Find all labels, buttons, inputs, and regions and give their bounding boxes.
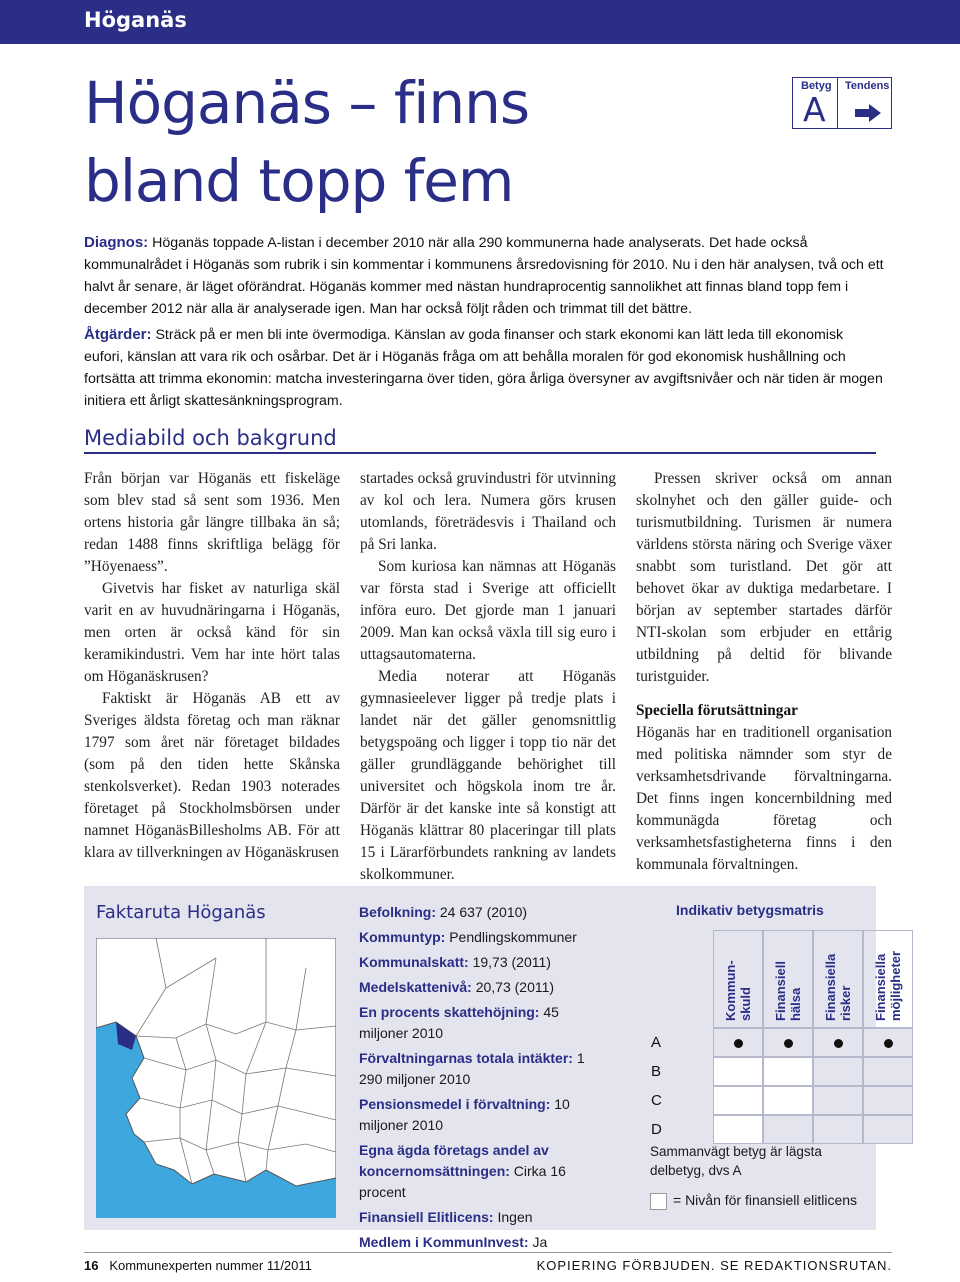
atgarder-text: Sträck på er men bli inte övermodiga. Känslan av goda finanser och stark ekonomi kan lätt leda till ekonomisk eufori, känslan att vara rik och osårbar. Det är i Höganäs fråga om att behålla moralen för god ekonomisk hushållning och fortsätta att trimma ekonomin: matcha investeringarna över tiden, göra årliga översyner av avgiftsnivåer och när tiden är mogen initiera ett årligt skattesänkningsprogram. [84,327,883,409]
grade: A [803,90,826,129]
matrix-row-label: B [651,1063,662,1080]
matrix-summary: Sammanvägt betyg är lägsta delbetyg, dvs A [650,1144,822,1178]
matrix-column-label: Finansiella risker [823,953,853,1021]
paragraph: Givetvis har fisket av naturliga skäl varit en av huvudnäringarna i Höganäs, men orten är också känd för sin keramikindustri. Vem har inte hört talas om Höganäskrusen? [84,580,340,685]
paragraph: Höganäs har en traditionell organisation med politiska nämnder som styr de verksamhetsdrivande förvaltningarna. Det finns ingen koncernbildning med kommunägda företag och verksamhetsfastigheterna finns i den kommunala förvaltningen. [636,724,892,873]
body-column-2 [360,468,616,886]
atgarder-paragraph [84,324,884,412]
matrix-legend [650,1192,857,1210]
rating-box [792,77,892,129]
fact-item: Kommuntyp: Pendlingskommuner [359,929,577,945]
atgarder-label: Åtgärder: [84,326,152,343]
matrix-cell [813,1057,863,1086]
paragraph: startades också gruvindustri för utvinning av kol och lera. Numera görs krusen utomlands, företrädesvis i Thailand och på Sri lanka. [360,470,616,553]
fact-item: Medlem i KommunInvest: Ja [359,1234,548,1250]
matrix-column-header [713,930,763,1028]
diagnos-paragraph [84,232,884,320]
matrix-cell [813,1028,863,1057]
headline [84,64,704,220]
fact-item: Förvaltningarnas totala intäkter: 1 290 miljoner 2010 [359,1050,585,1087]
fact-item: En procents skattehöjning: 45 miljoner 2010 [359,1004,559,1041]
section-title: Mediabild och bakgrund [84,426,337,450]
matrix-column-label: Finansiell hälsa [773,961,803,1021]
matrix-mark-dot [784,1039,793,1048]
matrix-cell [713,1028,763,1057]
matrix-cell [713,1057,763,1086]
diagnos-label: Diagnos: [84,234,149,251]
copyright-notice: KOPIERING FÖRBJUDEN. SE REDAKTIONSRUTAN. [536,1258,892,1273]
rating-grade-cell [793,78,838,128]
fact-box-title: Faktaruta Höganäs [96,902,266,923]
publication: Kommunexperten nummer 11/2011 [109,1258,312,1273]
paragraph: Media noterar att Höganäs gymnasieelever ligger på tredje plats i landet när det gäller genomsnittlig betygspoäng och ligger i topp tio när det gäller grundläggande behörighet till universitet och högskola inom tre år. Därför är det kanske inte så konstigt att Höganäs klättrar 80 placeringar till plats 15 i Lärarförbundets rankning av landets skolkommuner. [360,668,616,883]
fact-list [359,902,609,1257]
matrix-cell [813,1086,863,1115]
matrix-title: Indikativ betygsmatris [676,902,824,918]
footer-rule [84,1252,892,1253]
betyg-label: Betyg [801,80,832,92]
fact-item: Finansiell Elitlicens: Ingen [359,1209,533,1225]
matrix-row-label: D [651,1121,662,1138]
region-map [96,938,336,1218]
matrix-row-label: A [651,1034,662,1051]
paragraph: Faktiskt är Höganäs AB ett av Sveriges äldsta företag och man räknar 1797 som året när företaget bildades (som på den tiden hette Skånska stenkolsverket). Redan 1903 noterades företaget på Stockholmsbörsen under namnet HöganäsBillesholms AB. För att klara av tillverkningen av Höganäskrusen [84,690,340,861]
matrix-cell [863,1115,913,1144]
body-column-1 [84,468,340,864]
matrix-cell [863,1057,913,1086]
body-column-3 [636,468,892,876]
top-bar-title: Höganäs [84,8,187,32]
footer [84,1258,892,1273]
matrix-cell [813,1115,863,1144]
section-divider [84,452,876,454]
matrix-cell [713,1115,763,1144]
matrix-cell [763,1115,813,1144]
matrix-cell [863,1086,913,1115]
subheading: Speciella förutsättningar [636,702,798,719]
matrix-cell [713,1086,763,1115]
matrix-cell [863,1028,913,1057]
fact-item: Kommunalskatt: 19,73 (2011) [359,954,551,970]
matrix-mark-dot [734,1039,743,1048]
paragraph: Som kuriosa kan nämnas att Höganäs var första stad i Sverige att officiellt införa euro. Det gjorde man 1 januari 2009. Man kan också växla till sig euro i uttagsautomaterna. [360,558,616,663]
diagnos-text: Höganäs toppade A-listan i december 2010 när alla 290 kommunerna hade analyserats. Det hade också kommunalrådet i Höganäs som rubrik i sin kommentar i kommunens årsredovisning för 2010. Nu i den här analysen, två och ett halvt år senare, är läget oförändrat. Höganäs kommer med nästan hundraprocentig sannolikhet att finnas bland topp fem i december 2012 när alla är analyserade igen. Man har också följt råden och trimmat till det bättre. [84,235,884,317]
headline-line-2: bland topp fem [84,147,514,215]
right-arrow-icon [855,104,881,122]
headline-line-1: Höganäs – finns [84,69,530,137]
fact-item: Pensionsmedel i förvaltning: 10 miljoner 2010 [359,1096,570,1133]
page-number: 16 [84,1258,99,1273]
matrix-mark-dot [884,1039,893,1048]
fact-item: Befolkning: 24 637 (2010) [359,904,528,920]
matrix-row-label: C [651,1092,662,1109]
fact-item: Medelskattenivå: 20,73 (2011) [359,979,555,995]
fact-box [84,886,903,1250]
matrix-column-label: Kommun- skuld [723,960,753,1021]
tendens-label: Tendens [845,80,890,92]
paragraph: Från början var Höganäs ett fiskeläge som blev stad så sent som 1936. Men ortens historia går längre tillbaka än så; redan 1488 finns skriftliga belägg för ”Höyenaess”. [84,470,340,575]
matrix-cell [763,1086,813,1115]
matrix-column-header [763,930,813,1028]
matrix-column-label: Finansiella möjligheter [873,950,903,1021]
legend-text: = Nivån för finansiell elitlicens [673,1192,858,1208]
matrix-column-header [813,930,863,1028]
matrix-mark-dot [834,1039,843,1048]
matrix-cell [763,1057,813,1086]
top-bar [0,0,960,44]
matrix-column-header [863,930,913,1028]
paragraph: Pressen skriver också om annan skolnyhet och den gäller guide- och turismutbildning. Turismen är numera världens största näring och Sverige växer snabbt som turistland. Det gör att behovet ökar av duktiga medarbetare. I början av september startades därför NTI-skolan som erbjuder en ettårig utbildning på deltid för blivande turistguider. [636,470,892,685]
legend-swatch [650,1193,667,1210]
fact-item: Egna ägda företags andel av koncernomsättningen: Cirka 16 procent [359,1142,566,1200]
matrix-cell [763,1028,813,1057]
